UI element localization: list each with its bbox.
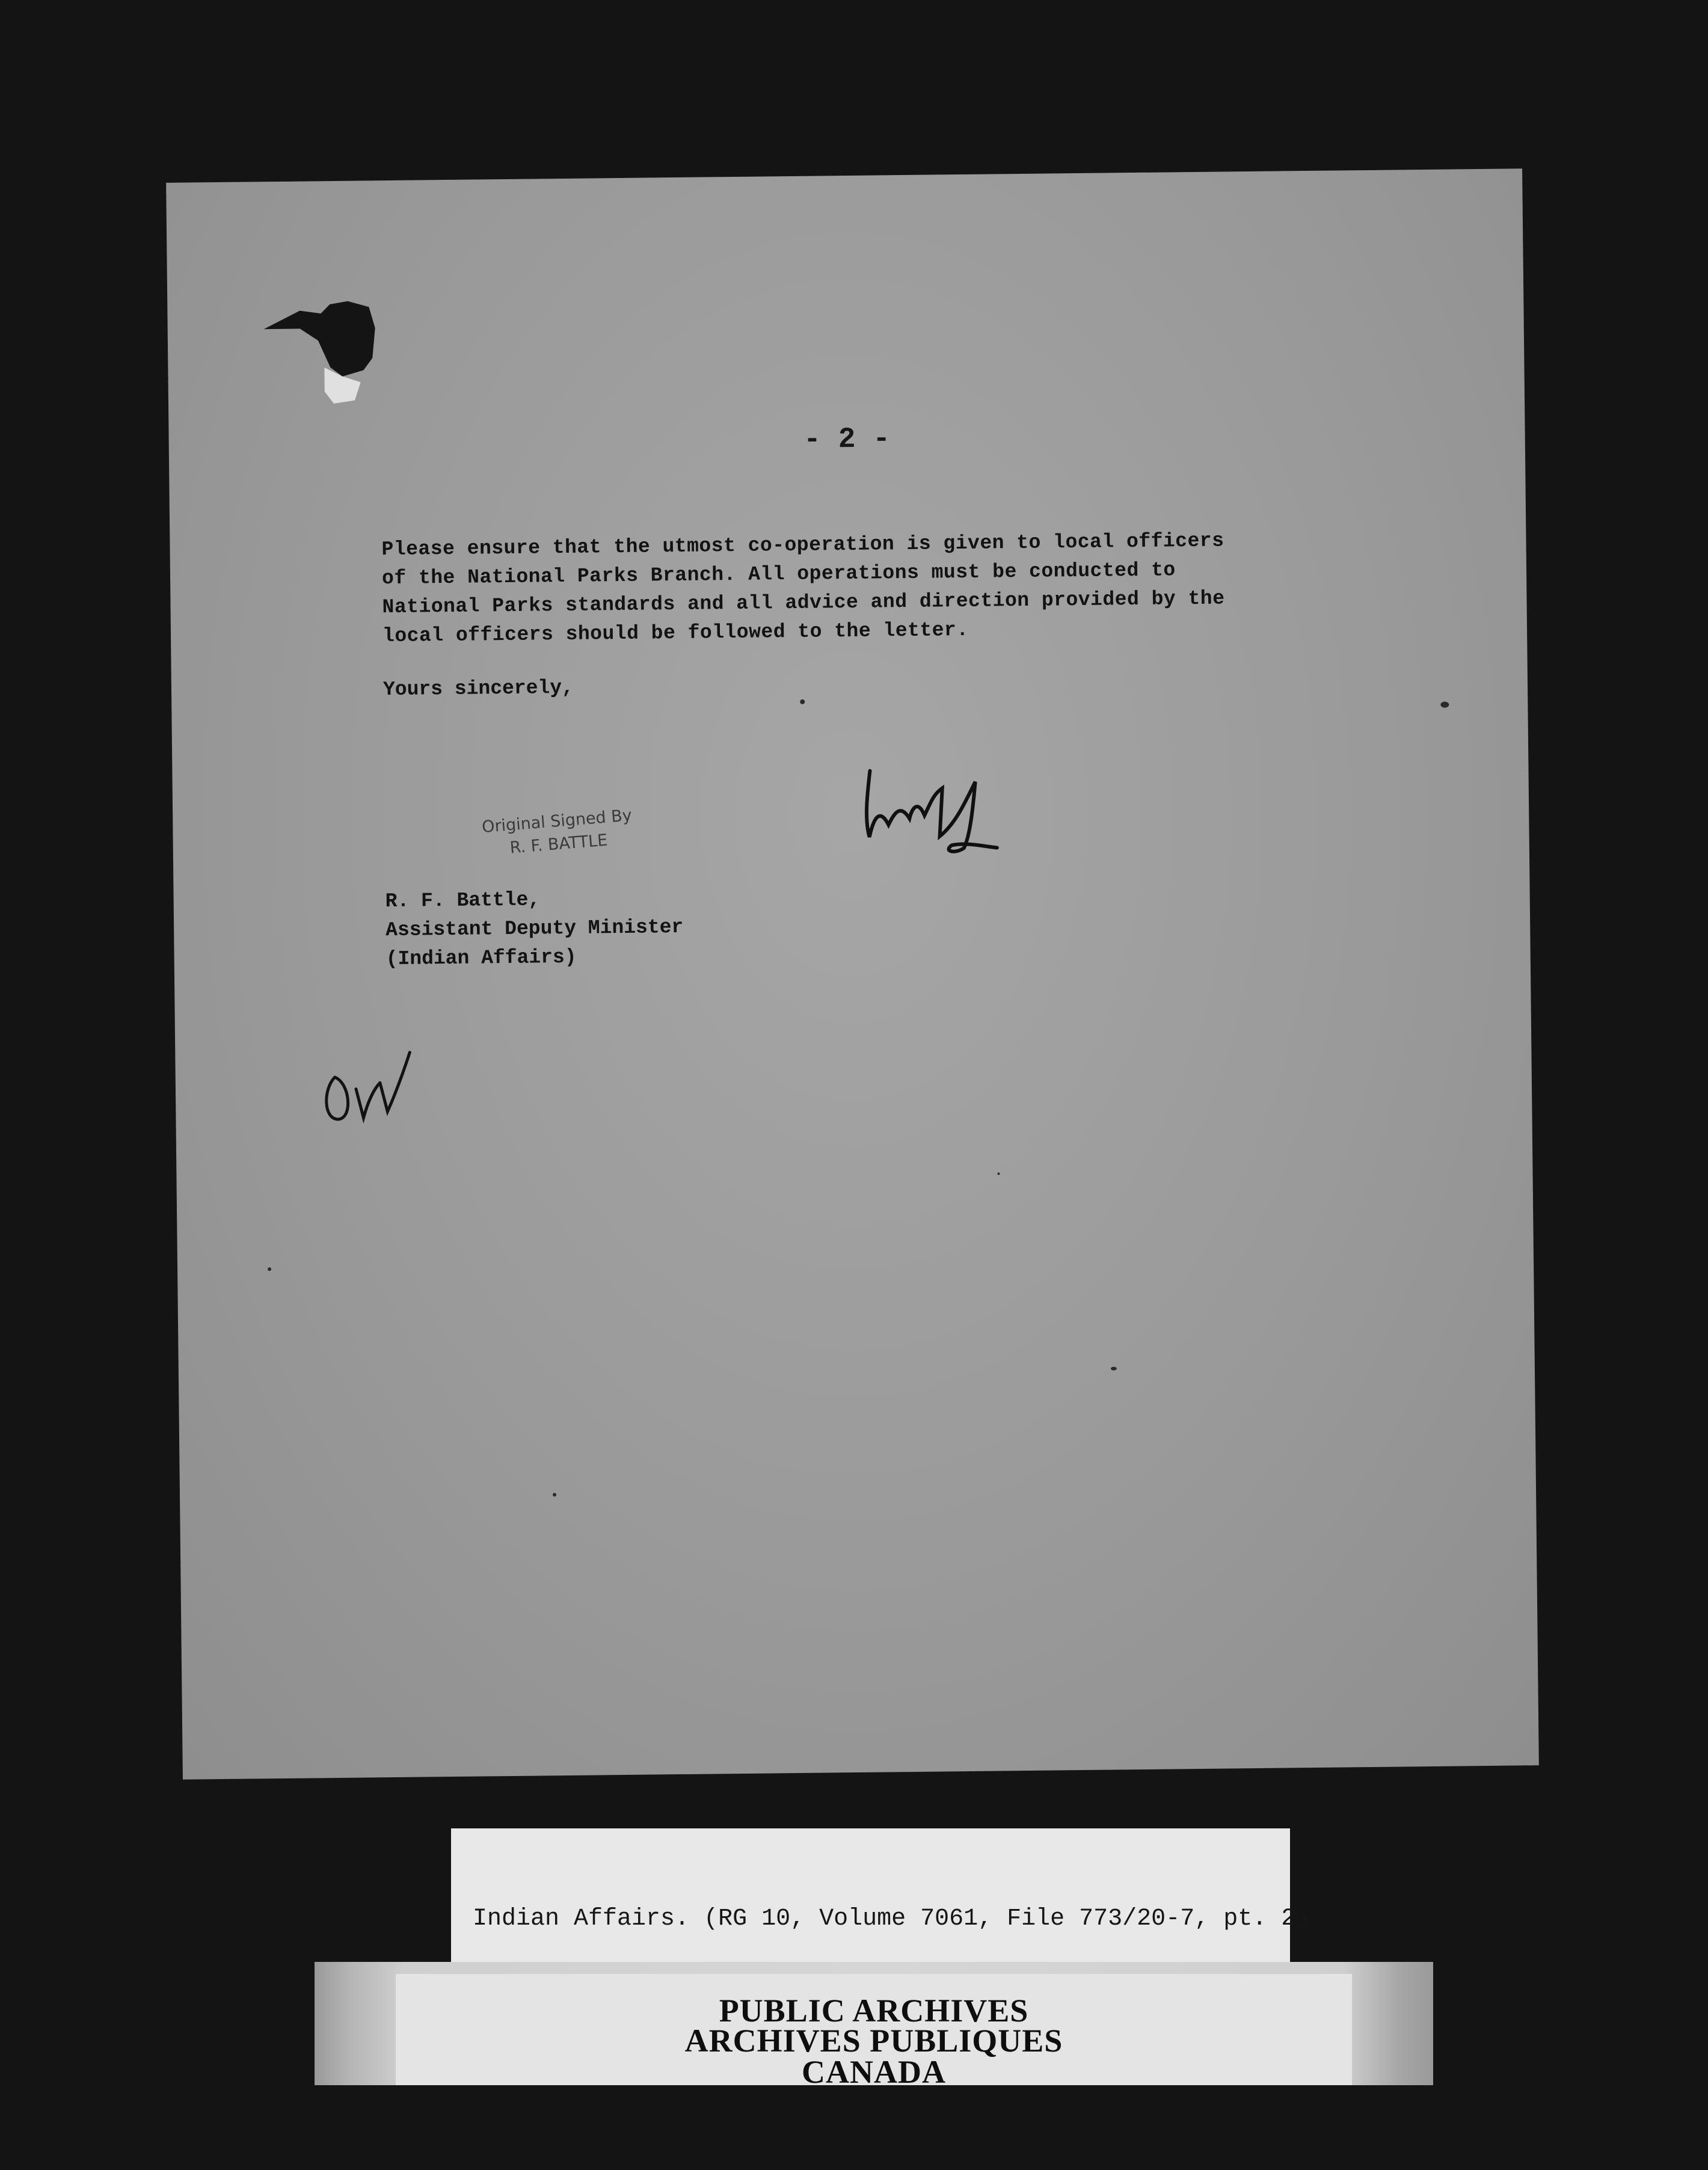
speck — [553, 1493, 556, 1496]
archive-reference-label — [451, 1828, 1310, 1970]
archive-line-2: ARCHIVES PUBLIQUES — [684, 2023, 1063, 2059]
speck — [997, 1172, 1000, 1175]
signatory-name: R. F. Battle, — [385, 888, 541, 913]
body-line: National Parks standards and all advice and direction provided by the — [382, 587, 1225, 619]
body-line: Please ensure that the utmost co-operation is given to local officers — [381, 529, 1224, 561]
speck — [1111, 1366, 1117, 1370]
signatory-title: Assistant Deputy Minister — [386, 915, 684, 942]
torn-hole-mark — [263, 292, 397, 407]
speck — [268, 1267, 271, 1271]
archive-reference: Indian Affairs. (RG 10, Volume 7061, File 773/20-7, pt. 2) — [473, 1905, 1310, 1932]
stamp-line-2: R. F. BATTLE — [509, 831, 609, 858]
handwritten-initials — [852, 745, 1009, 861]
letter-body — [381, 525, 1381, 651]
body-line: local officers should be followed to the letter. — [382, 618, 969, 648]
letter-page — [166, 168, 1539, 1779]
signatory-department: (Indian Affairs) — [386, 945, 577, 971]
archive-line-3: CANADA — [802, 2054, 946, 2090]
archive-stamp-inner — [396, 1974, 1352, 2090]
signature-block — [385, 884, 684, 974]
page-number: - 2 - — [803, 423, 891, 456]
closing: Yours sincerely, — [382, 676, 574, 701]
speck — [800, 699, 805, 704]
archive-stamp-label — [315, 1962, 1433, 2090]
handwritten-note — [319, 1040, 429, 1131]
archive-line-1: PUBLIC ARCHIVES — [719, 1993, 1029, 2029]
signed-stamp — [460, 802, 656, 863]
speck — [1440, 702, 1449, 708]
stamp-line-1: Original Signed By — [481, 806, 633, 837]
body-line: of the National Parks Branch. All operations must be conducted to — [381, 559, 1176, 590]
